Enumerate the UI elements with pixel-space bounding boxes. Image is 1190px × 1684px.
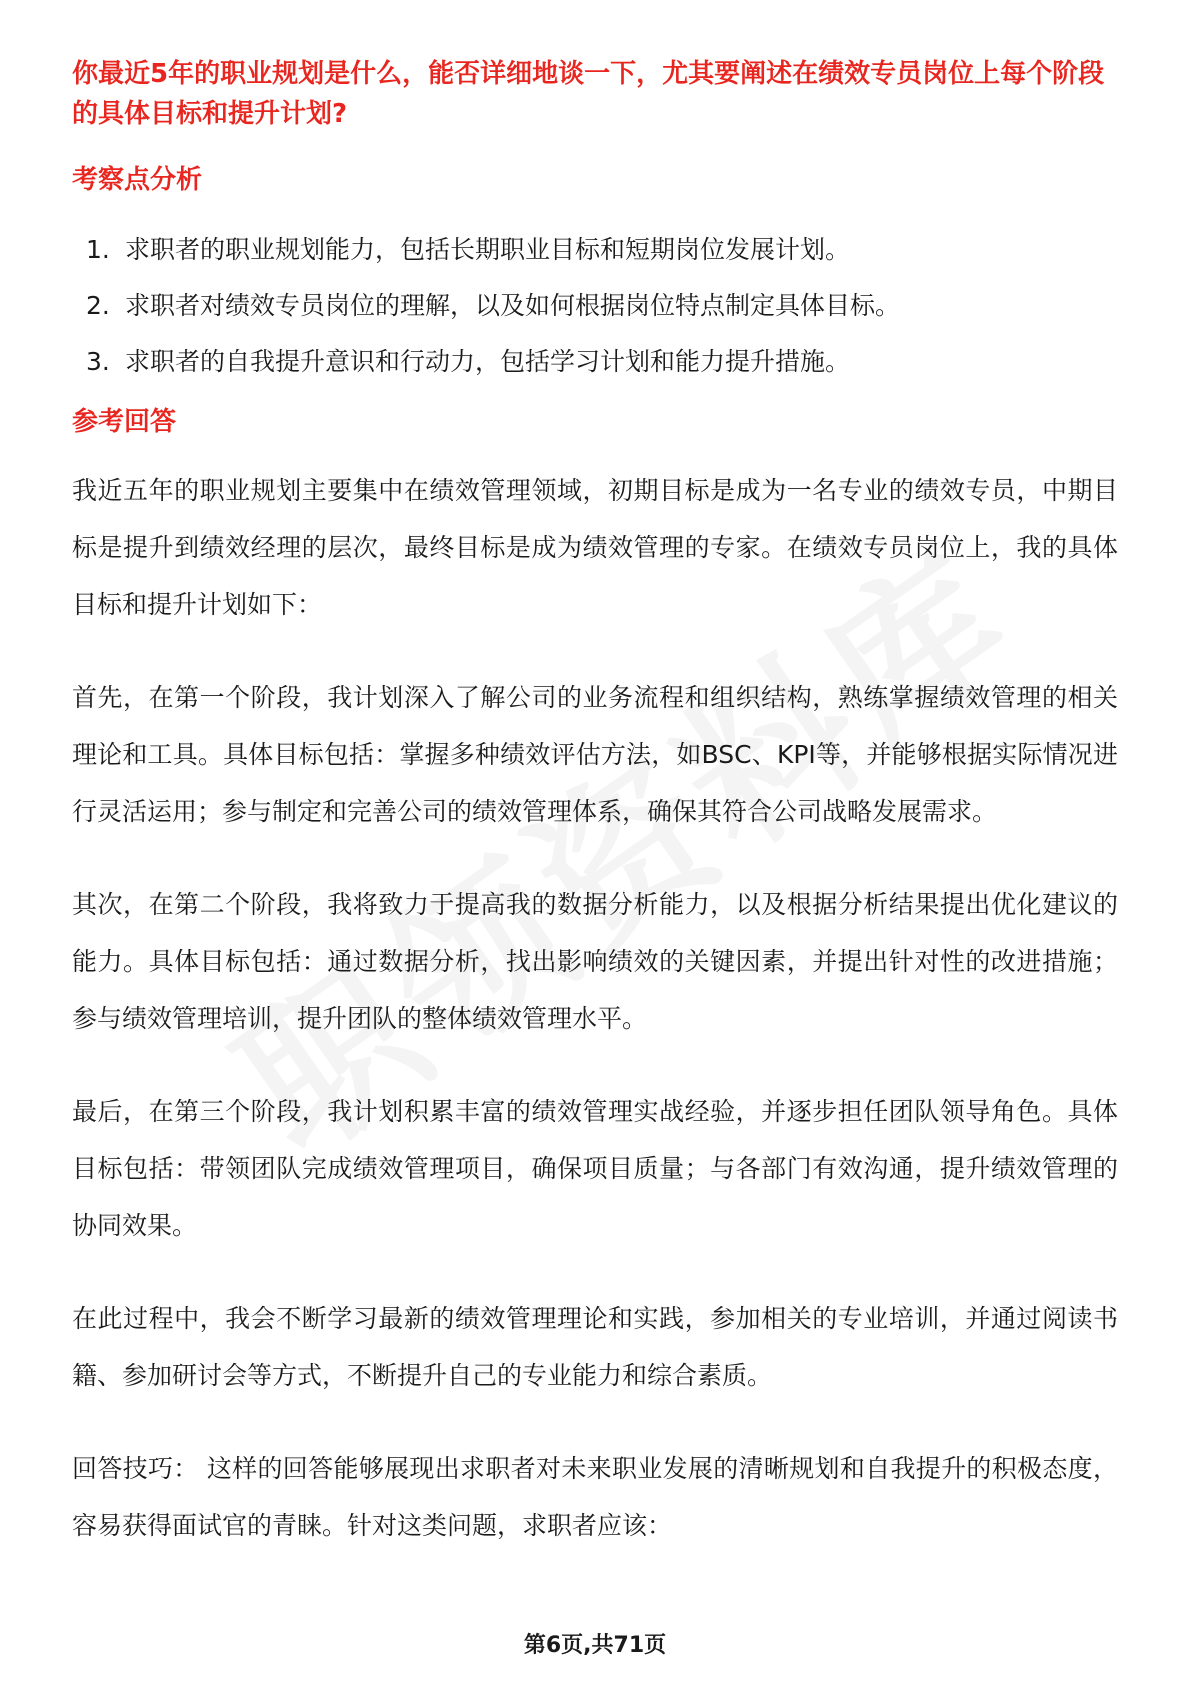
answer-heading: 参考回答 <box>72 407 177 437</box>
list-item <box>72 286 1118 326</box>
list-item-text: 求职者对绩效专员岗位的理解，以及如何根据岗位特点制定具体目标。 <box>125 291 901 320</box>
page-content <box>72 54 1118 1554</box>
page-number-footer: 第6页,共71页 <box>523 1633 667 1658</box>
list-item <box>72 230 1118 270</box>
question-title: 你最近5年的职业规划是什么，能否详细地谈一下，尤其要阐述在绩效专员岗位上每个阶段的具体目标和提升计划? <box>72 59 1105 129</box>
answer-paragraph-stage-2: 其次，在第二个阶段，我将致力于提高我的数据分析能力，以及根据分析结果提出优化建议的能力。具体目标包括：通过数据分析，找出影响绩效的关键因素，并提出针对性的改进措施；参与绩效管理培训，提升团队的整体绩效管理水平。 <box>72 890 1118 1033</box>
list-item-number: 2. <box>86 291 110 320</box>
answer-tips-paragraph: 回答技巧： 这样的回答能够展现出求职者对未来职业发展的清晰规划和自我提升的积极态度，容易获得面试官的青睐。针对这类问题，求职者应该： <box>72 1454 1118 1540</box>
list-item-number: 3. <box>86 347 110 376</box>
answer-paragraph-learning: 在此过程中，我会不断学习最新的绩效管理理论和实践，参加相关的专业培训，并通过阅读书籍、参加研讨会等方式，不断提升自己的专业能力和综合素质。 <box>72 1304 1118 1390</box>
list-item <box>72 342 1118 382</box>
answer-paragraph-stage-1: 首先，在第一个阶段，我计划深入了解公司的业务流程和组织结构，熟练掌握绩效管理的相关理论和工具。具体目标包括：掌握多种绩效评估方法，如BSC、KPI等，并能够根据实际情况进行灵活运用；参与制定和完善公司的绩效管理体系，确保其符合公司战略发展需求。 <box>72 683 1118 826</box>
answer-paragraph-intro: 我近五年的职业规划主要集中在绩效管理领域，初期目标是成为一名专业的绩效专员，中期目标是提升到绩效经理的层次，最终目标是成为绩效管理的专家。在绩效专员岗位上，我的具体目标和提升计划如下： <box>72 476 1118 619</box>
list-item-text: 求职者的职业规划能力，包括长期职业目标和短期岗位发展计划。 <box>125 235 851 264</box>
list-item-number: 1. <box>86 235 110 264</box>
list-item-text: 求职者的自我提升意识和行动力，包括学习计划和能力提升措施。 <box>125 347 851 376</box>
analysis-heading: 考察点分析 <box>72 165 203 195</box>
analysis-list <box>72 230 1118 382</box>
answer-paragraph-stage-3: 最后，在第三个阶段，我计划积累丰富的绩效管理实战经验，并逐步担任团队领导角色。具体目标包括：带领团队完成绩效管理项目，确保项目质量；与各部门有效沟通，提升绩效管理的协同效果。 <box>72 1097 1118 1240</box>
